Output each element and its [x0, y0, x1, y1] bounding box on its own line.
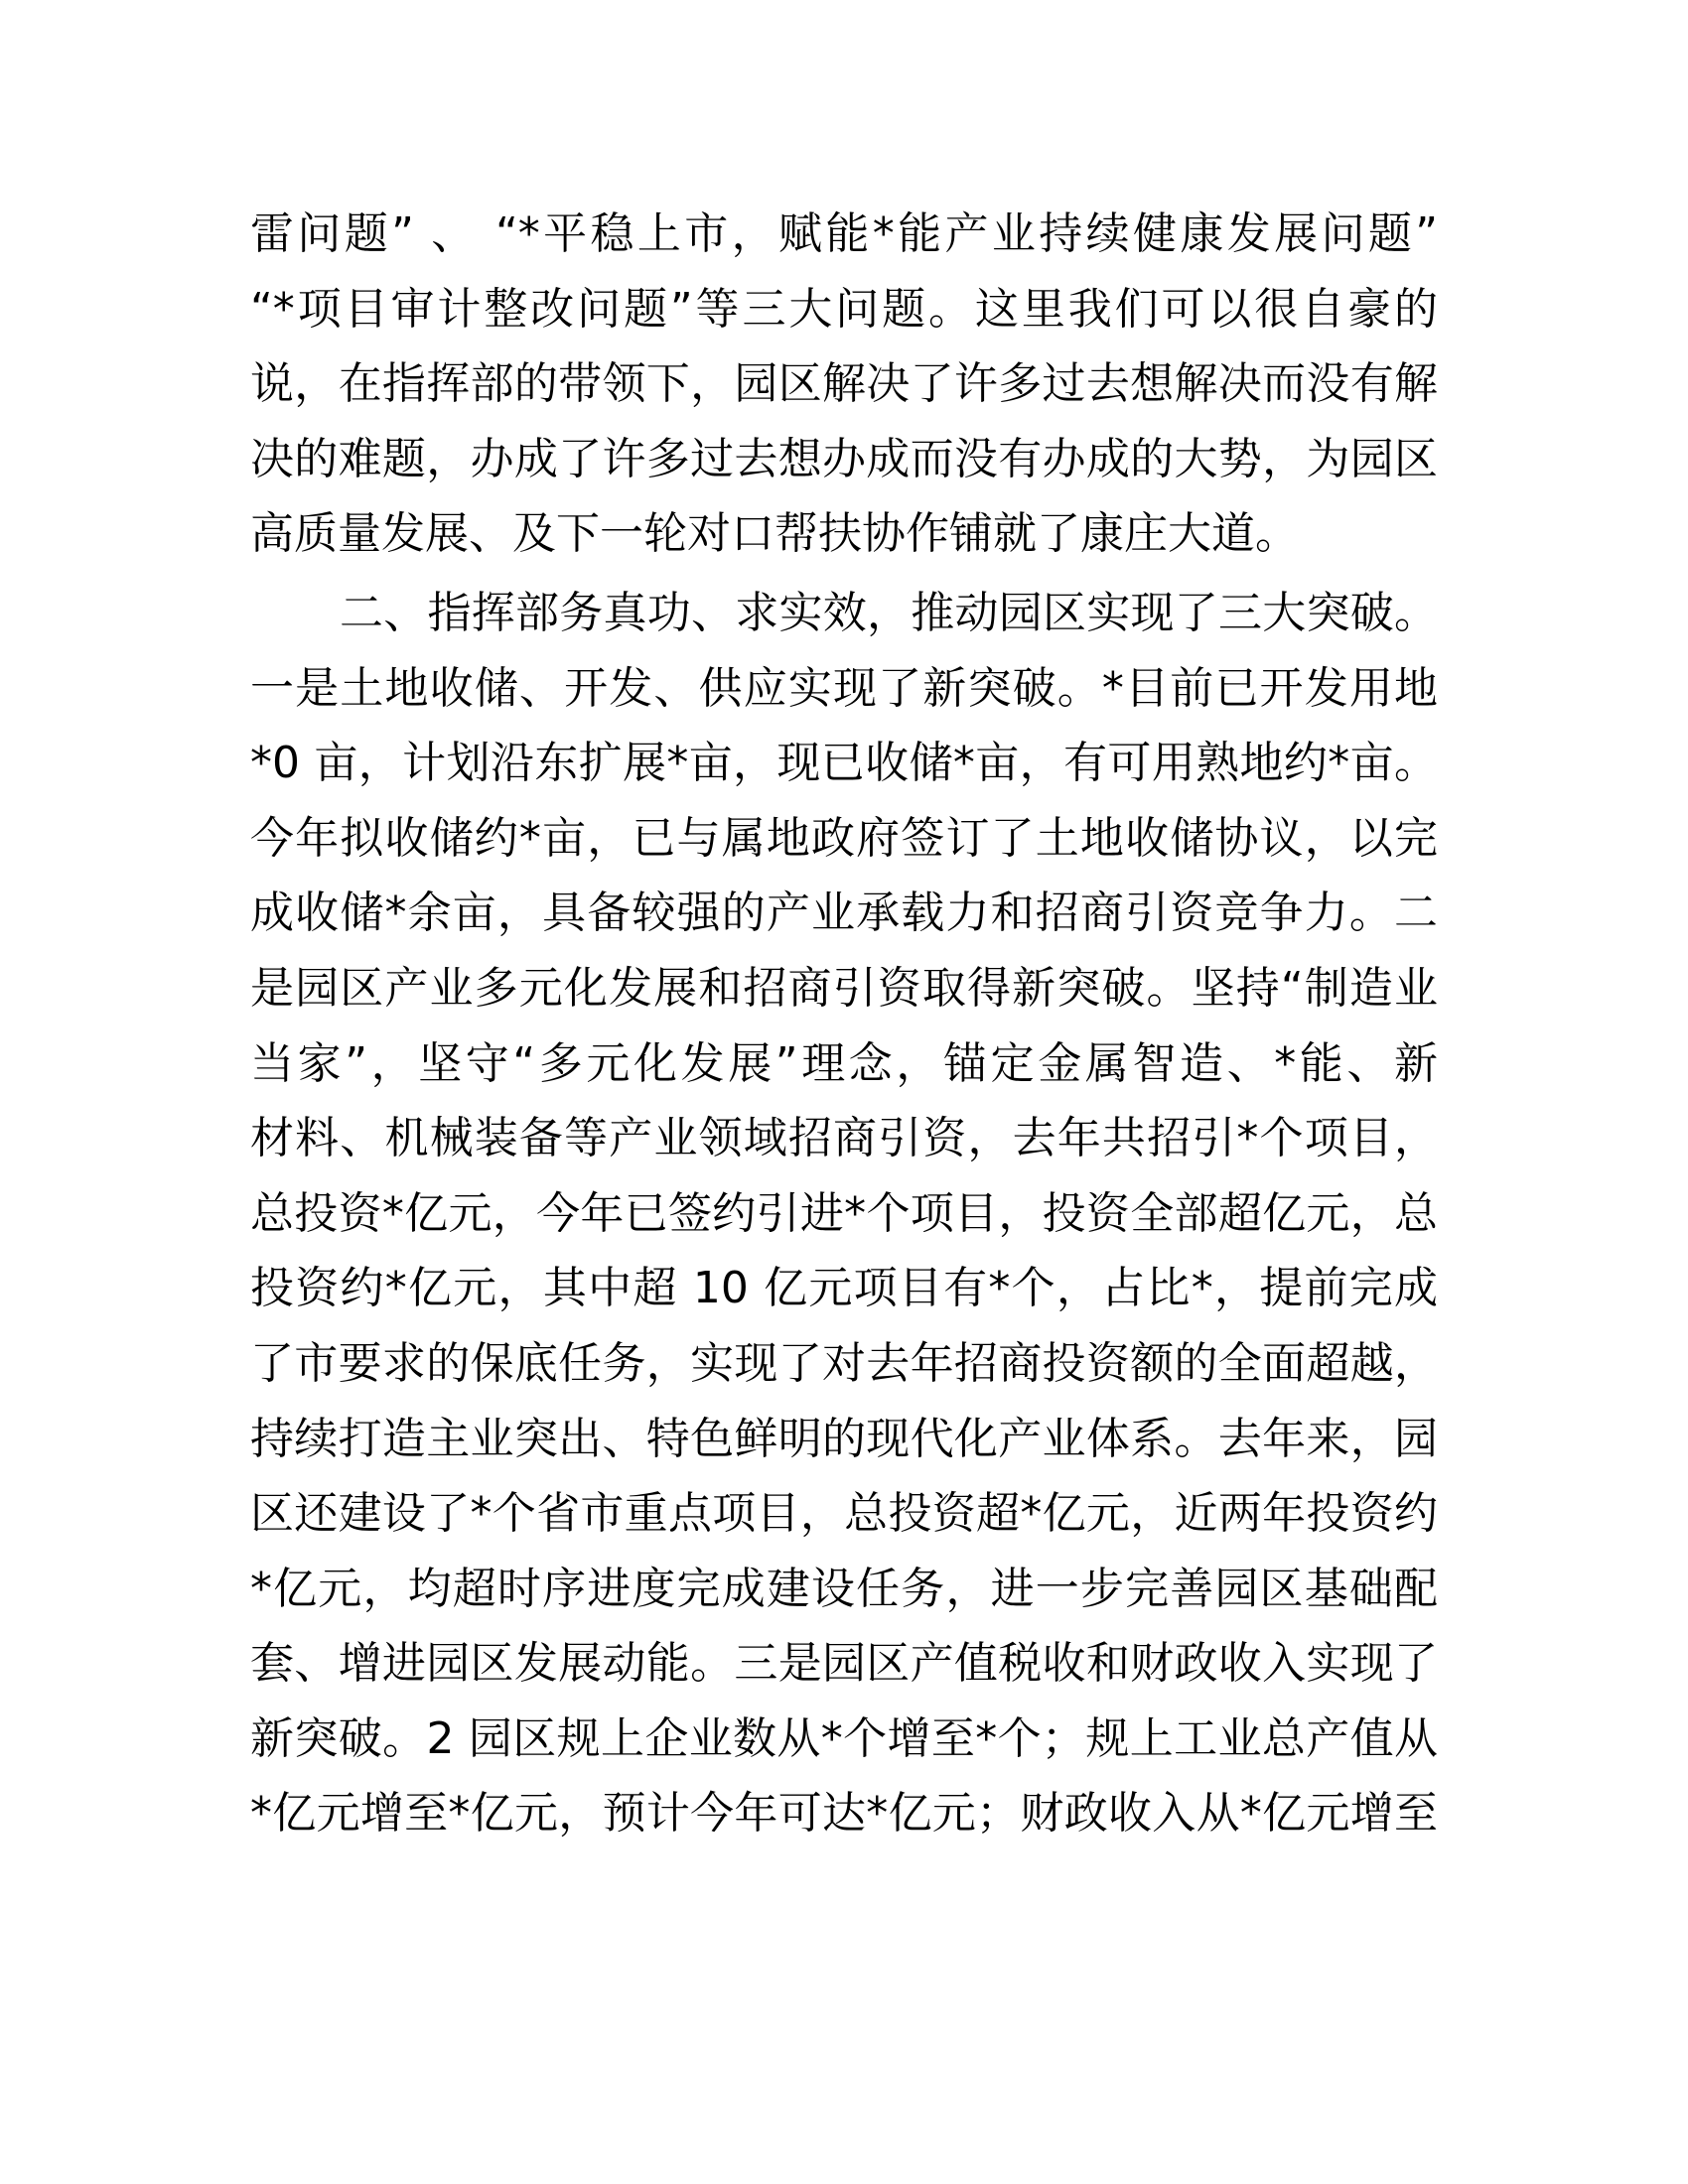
text-line: 持续打造主业突出、特色鲜明的现代化产业体系。去年来，园	[250, 1413, 1438, 1464]
document-page	[250, 197, 1438, 1851]
text-line: 材料、机械装备等产业领域招商引资，去年共招引*个项目，	[250, 1113, 1438, 1164]
text-line: *亿元增至*亿元，预计今年可达*亿元；财政收入从*亿元增至	[250, 1788, 1438, 1840]
text-line: 投资约*亿元，其中超 10 亿元项目有*个，占比*，提前完成	[250, 1263, 1438, 1314]
text-line: *亿元，均超时序进度完成建设任务，进一步完善园区基础配	[250, 1563, 1438, 1614]
text-line: 今年拟收储约*亩，已与属地政府签订了土地收储协议，以完	[250, 812, 1438, 864]
text-line: 是园区产业多元化发展和招商引资取得新突破。坚持“制造业	[250, 962, 1438, 1014]
paragraph-1	[250, 197, 1438, 572]
paragraph-heading-line: 二、指挥部务真功、求实效，推动园区实现了三大突破。	[340, 587, 1438, 638]
text-line: 区还建设了*个省市重点项目，总投资超*亿元，近两年投资约	[250, 1488, 1438, 1540]
text-line: 新突破。2 园区规上企业数从*个增至*个；规上工业总产值从	[250, 1712, 1438, 1764]
text-line: 高质量发展、及下一轮对口帮扶协作铺就了康庄大道。	[250, 508, 1299, 560]
text-line: 当家”，坚守“多元化发展”理念，锚定金属智造、*能、新	[250, 1037, 1438, 1089]
text-line: 雷问题” 、 “*平稳上市，赋能*能产业持续健康发展问题”	[250, 208, 1438, 259]
text-line: *0 亩，计划沿东扩展*亩，现已收储*亩，有可用熟地约*亩。	[250, 738, 1438, 789]
text-line: 成收储*余亩，具备较强的产业承载力和招商引资竞争力。二	[250, 887, 1438, 939]
text-line: “*项目审计整改问题”等三大问题。这里我们可以很自豪的	[250, 283, 1438, 335]
text-line: 一是土地收储、开发、供应实现了新突破。*目前已开发用地	[250, 662, 1438, 714]
text-line: 说，在指挥部的带领下，园区解决了许多过去想解决而没有解	[250, 358, 1438, 410]
text-line: 了市要求的保底任务，实现了对去年招商投资额的全面超越，	[250, 1337, 1438, 1389]
text-line: 套、增进园区发展动能。三是园区产值税收和财政收入实现了	[250, 1638, 1438, 1690]
paragraph-2	[250, 576, 1438, 1851]
text-line: 总投资*亿元，今年已签约引进*个项目，投资全部超亿元，总	[250, 1187, 1438, 1239]
text-line: 决的难题，办成了许多过去想办成而没有办成的大势，为园区	[250, 433, 1438, 484]
